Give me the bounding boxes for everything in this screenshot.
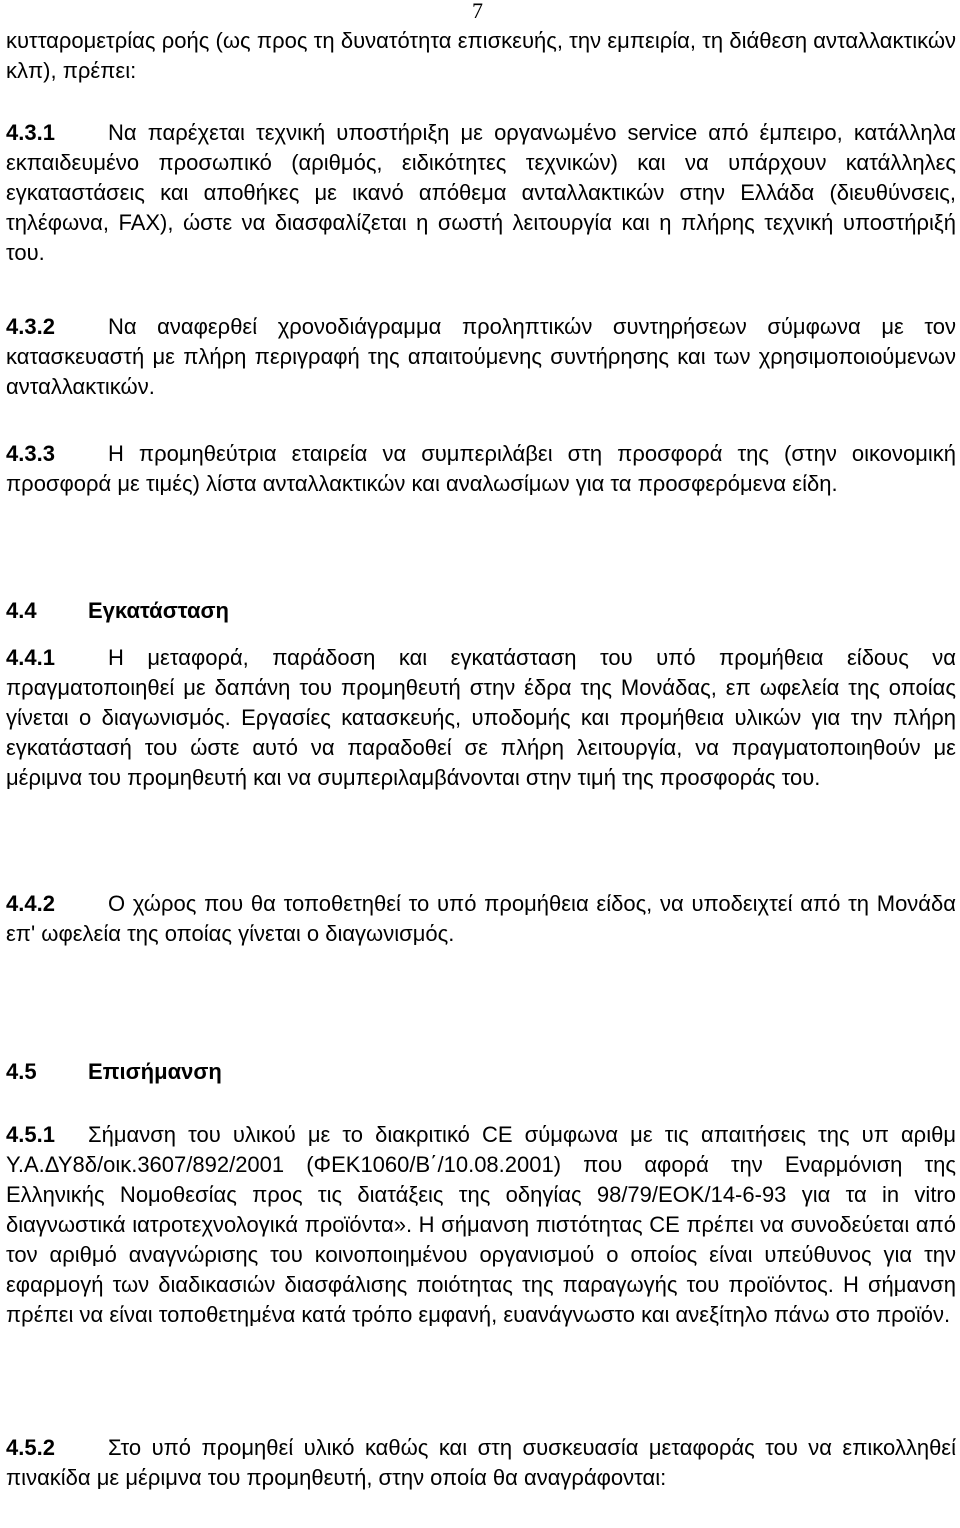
section-number: 4.4.1: [6, 645, 55, 670]
section-text: Η μεταφορά, παράδοση και εγκατάσταση του υπό προμήθεια είδους να πραγματοποιηθεί με δαπάνη του προμηθευτή στην έδρα της Μονάδας, επ ωφελεία της οποίας γίνεται ο διαγωνισμός. Εργασίες κατασκευής, υποδομής και προμήθεια υλικών για την πλήρη εγκατάστασή του ώστε αυτό να παραδοθεί σε πλήρη λειτουργία, να πραγματοποιηθούν με μέριμνα του προμηθευτή και να συμπεριλαμβάνονται στην τιμή της προσφοράς του.: [6, 645, 956, 790]
page-number: 7: [472, 0, 483, 23]
section-number: 4.3.3: [6, 441, 55, 466]
section-number: 4.4.2: [6, 891, 55, 916]
section-text: Ο χώρος που θα τοποθετηθεί το υπό προμήθεια είδος, να υποδειχτεί από τη Μονάδα επ' ωφελεία της οποίας γίνεται ο διαγωνισμός.: [6, 891, 956, 946]
section-text: Να αναφερθεί χρονοδιάγραμμα προληπτικών συντηρήσεων σύμφωνα με τον κατασκευαστή με πλήρη περιγραφή της απαιτούμενης συντήρησης και των χρησιμοποιούμενων ανταλλακτικών.: [6, 314, 956, 399]
heading-4-5: [6, 1057, 222, 1087]
heading-title: Επισήμανση: [88, 1059, 222, 1084]
section-number: 4.5.1: [6, 1122, 55, 1147]
section-4-3-2: [6, 312, 956, 402]
section-text: Να παρέχεται τεχνική υποστήριξη με οργανωμένο service από έμπειρο, κατάλληλα εκπαιδευμένο προσωπικό (αριθμός, ειδικότητες τεχνικών) και να υπάρχουν κατάλληλες εγκαταστάσεις και αποθήκες με ικανό απόθεμα ανταλλακτικών στην Ελλάδα (διευθύνσεις, τηλέφωνα, FAX), ώστε να διασφαλίζεται η σωστή λειτουργία και η πλήρης τεχνική υποστήριξή του.: [6, 120, 956, 265]
section-text: Η προμηθεύτρια εταιρεία να συμπεριλάβει στη προσφορά της (στην οικονομική προσφορά με τιμές) λίστα ανταλλακτικών και αναλωσίμων για τα προσφερόμενα είδη.: [6, 441, 956, 496]
heading-4-4: [6, 596, 229, 626]
heading-number: 4.4: [6, 598, 37, 623]
section-4-4-2: [6, 889, 956, 949]
section-4-4-1: [6, 643, 956, 793]
intro-text: κυτταρομετρίας ροής (ως προς τη δυνατότητα επισκευής, την εμπειρία, τη διάθεση ανταλλακτικών κλπ), πρέπει:: [6, 28, 956, 83]
section-4-5-2: [6, 1433, 956, 1493]
section-4-5-1: [6, 1120, 956, 1330]
section-text: Σήμανση του υλικού με το διακριτικό CE σύμφωνα με τις απαιτήσεις της υπ αριθμ Υ.Α.ΔΥ8δ/οικ.3607/892/2001 (ΦΕΚ1060/Β΄/10.08.2001) που αφορά την Εναρμόνιση της Ελληνικής Νομοθεσίας προς τις διατάξεις της οδηγίας 98/79/ΕΟΚ/14-6-93 για τα in vitro διαγνωστικά ιατροτεχνολογικά προϊόντα». Η σήμανση πιστότητας CE πρέπει να συνοδεύεται από τον αριθμό αναγνώρισης του κοινοποιημένου οργανισμού ο οποίος είναι υπεύθυνος για την εφαρμογή των διαδικασιών διασφάλισης ποιότητας της παραγωγής του προϊόντος. Η σήμανση πρέπει να είναι τοποθετημένα κατά τρόπο εμφανή, ευανάγνωστο και ανεξίτηλο πάνω στο προϊόν.: [6, 1122, 956, 1327]
heading-number: 4.5: [6, 1059, 37, 1084]
heading-title: Εγκατάσταση: [88, 598, 229, 623]
section-4-3-3: [6, 439, 956, 499]
section-number: 4.3.2: [6, 314, 55, 339]
section-4-3-1: [6, 118, 956, 268]
intro-paragraph: [6, 26, 956, 86]
section-text: Στο υπό προμηθεί υλικό καθώς και στη συσκευασία μεταφοράς του να επικολληθεί πινακίδα με μέριμνα του προμηθευτή, στην οποία θα αναγράφονται:: [6, 1435, 956, 1490]
section-number: 4.5.2: [6, 1435, 55, 1460]
section-number: 4.3.1: [6, 120, 55, 145]
